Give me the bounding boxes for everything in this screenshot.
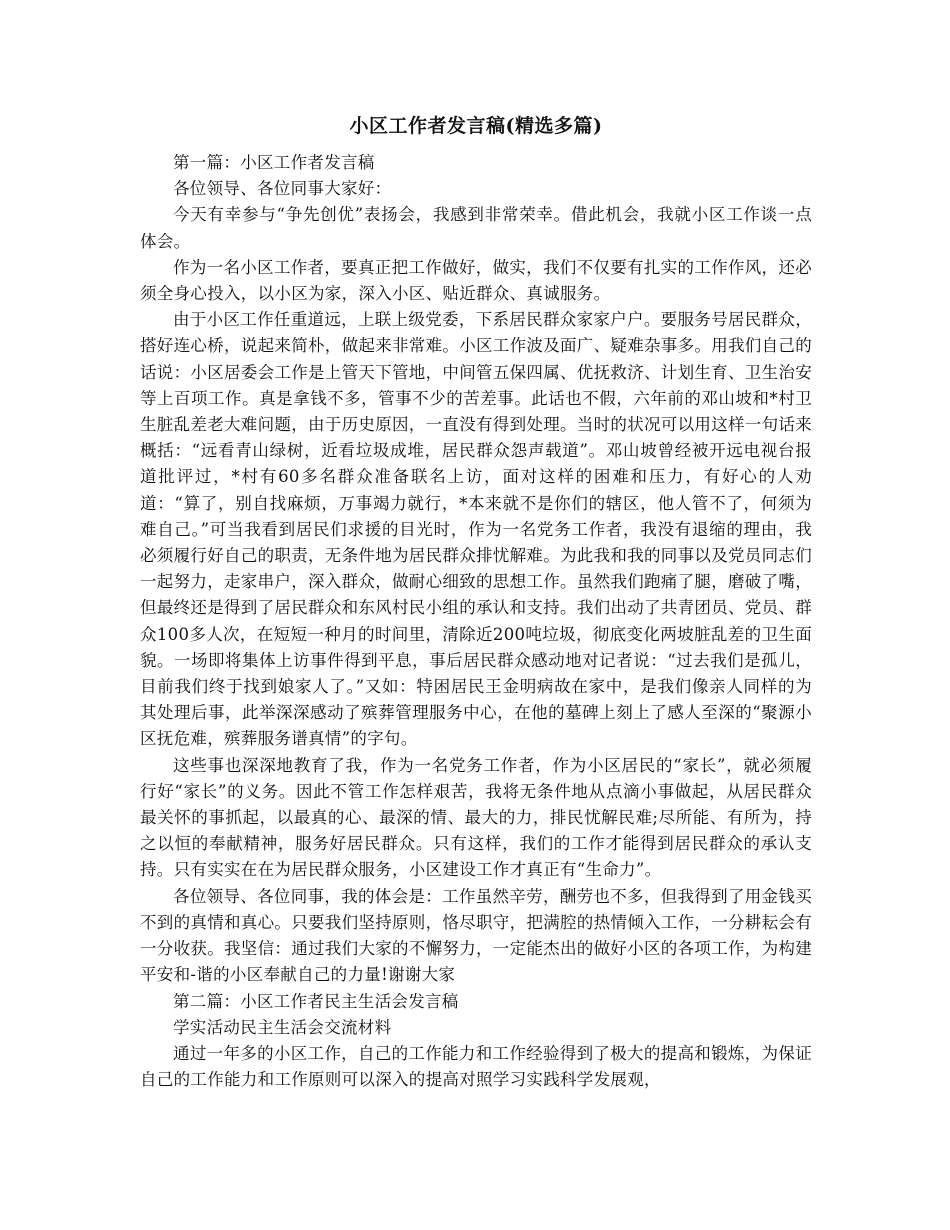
paragraph-intro: 今天有幸参与“争先创优”表扬会，我感到非常荣幸。借此机会，我就小区工作谈一点体会。 [140,205,812,251]
paragraph-heading-1: 第一篇：小区工作者发言稿 [173,153,375,172]
paragraph-salutation: 各位领导、各位同事大家好： [173,179,392,199]
paragraph-lesson: 这些事也深深地教育了我，作为一名党务工作者，作为小区居民的“家长”，就必须履行好“家长”的义务。因此不管工作怎样艰苦，我将无条件地从点滴小事做起，从居民群众最关怀的事抓起，以最真的心、最深的情、最大的力，排民忧解民难;尽所能、有所为，持之以恒的奉献精神，服务好居民群众。只有这样，我们的工作才能得到居民群众的承认支持。只有实实在在为居民群众服务，小区建设工作才真正有“生命力”。 [140,755,812,880]
paragraph-subtitle-2: 学实活动民主生活会交流材料 [173,1017,392,1037]
paragraph-work-style: 作为一名小区工作者，要真正把工作做好，做实，我们不仅要有扎实的工作作风，还必须全身心投入，以小区为家，深入小区、贴近群众、真诚服务。 [140,257,812,304]
paragraph-closing: 各位领导、各位同事，我的体会是：工作虽然辛劳，酬劳也不多，但我得到了用金钱买不到的真情和真心。只要我们坚持原则，恪尽职守，把满腔的热情倾入工作，一分耕耘会有一分收获。我坚信：通过我们大家的不懈努力，一定能杰出的做好小区的各项工作，为构建平安和-谐的小区奉献自己的力量!谢谢大家 [140,886,812,985]
paragraph-main-story: 由于小区工作任重道远，上联上级党委，下系居民群众家家户户。要服务号居民群众，搭好连心桥，说起来简朴，做起来非常难。小区工作波及面广、疑难杂事多。用我们自己的话说：小区居委会工作是上管天下管地，中间管五保四属、优抚救济、计划生育、卫生治安等上百项工作。真是拿钱不多，管事不少的苦差事。此话也不假，六年前的邓山坡和*村卫生脏乱差老大难问题，由于历史原因，一直没有得到处理。当时的状况可以用这样一句话来概括：“远看青山绿树，近看垃圾成堆，居民群众怨声载道”。邓山坡曾经被开远电视台报道批评过，*村有60多名群众准备联名上访，面对这样的困难和压力，有好心的人劝道：“算了，别自找麻烦，万事竭力就行，*本来就不是你们的辖区，他人管不了，何须为难自己。”可当我看到居民们求援的目光时，作为一名党务工作者，我没有退缩的理由，我必须履行好自己的职责，无条件地为居民群众排忧解难。为此我和我的同事以及党员同志们一起努力，走家串户，深入群众，做耐心细致的思想工作。虽然我们跑痛了腿，磨破了嘴，但最终还是得到了居民群众和东风村民小组的承认和支持。我们出动了共青团员、党员、群众100多人次，在短短一种月的时间里，清除近200吨垃圾，彻底变化两坡脏乱差的卫生面貌。一场即将集体上访事件得到平息，事后居民群众感动地对记者说：“过去我们是孤儿，目前我们终于找到娘家人了。”又如：特困居民王金明病故在家中，是我们像亲人同样的为其处理后事，此举深深感动了殡葬管理服务中心，在他的墓碑上刻上了感人至深的“聚源小区抚危难，殡葬服务谱真情”的字句。 [140,310,812,749]
paragraph-second-body: 通过一年多的小区工作，自己的工作能力和工作经验得到了极大的提高和锻炼，为保证自己的工作能力和工作原则可以深入的提高对照学习实践科学发展观， [140,1043,812,1090]
document-title: 小区工作者发言稿(精选多篇) [349,115,603,137]
paragraph-heading-2: 第二篇：小区工作者民主生活会发言稿 [173,991,459,1011]
document-page [140,108,812,1093]
